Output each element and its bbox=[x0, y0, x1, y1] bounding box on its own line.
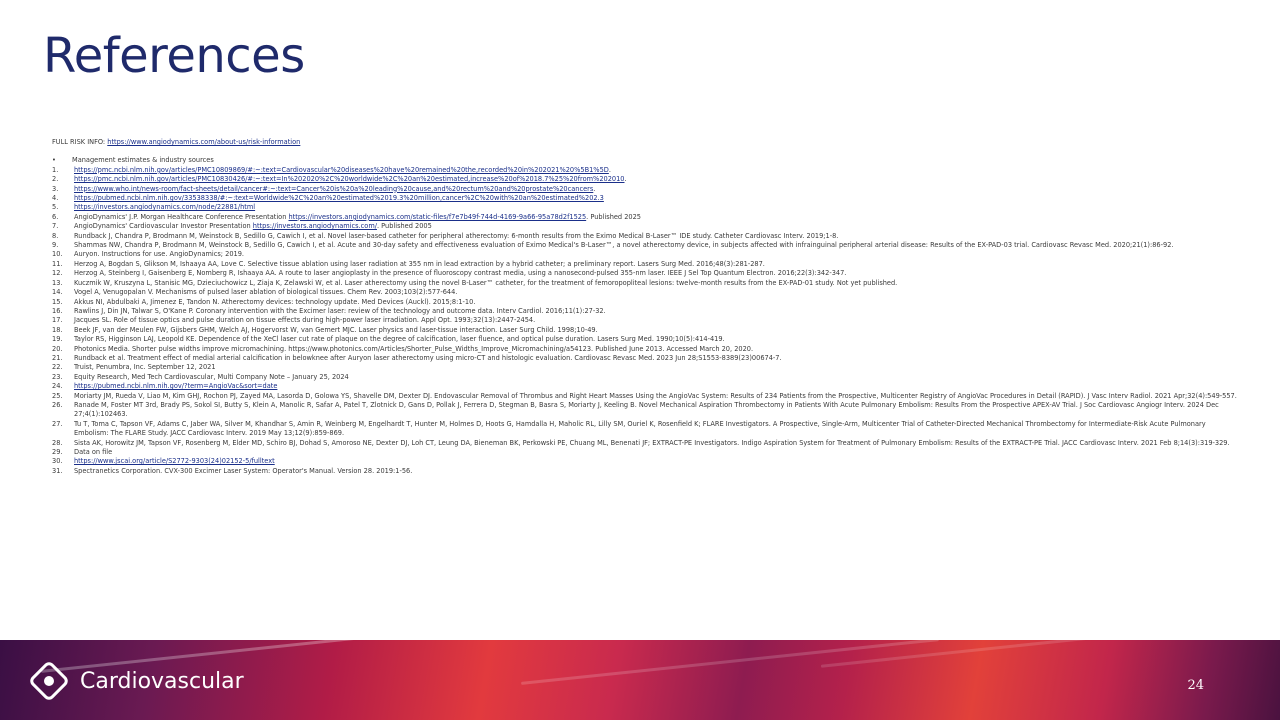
reference-text bbox=[74, 354, 1242, 363]
reference-text bbox=[74, 457, 1242, 466]
reference-number: 7. bbox=[52, 222, 59, 231]
reference-item bbox=[52, 335, 1242, 344]
reference-item bbox=[52, 232, 1242, 241]
reference-number: 19. bbox=[52, 335, 63, 344]
reference-citation: Data on file bbox=[74, 448, 113, 456]
reference-suffix: . Published 2005 bbox=[376, 222, 432, 231]
decor-streak bbox=[521, 640, 939, 685]
reference-number: 31. bbox=[52, 466, 63, 475]
reference-text bbox=[74, 298, 1242, 307]
reference-list bbox=[52, 166, 1242, 476]
reference-citation: Ranade M, Foster MT 3rd, Brady PS, Sokol SI, Butty S, Klein A, Manolic R, Safar A, Patel T, Zlotnick D, Gans D, Pollak J, Ferrera D, Stegman B, Basra S, Moriarty J, Keeling B. Novel Mechanical Aspiration Thrombectomy in Patients With Acute Pulmonary Embolism: Results From the Prospective APEX-AV Trial. J Soc Cardiovasc Angiogr Interv. 2024 Dec 27;4(1):102463. bbox=[74, 400, 1219, 419]
reference-citation: Auryon. Instructions for use. AngioDynamics; 2019. bbox=[74, 250, 245, 259]
reference-item bbox=[52, 250, 1242, 259]
reference-number: 30. bbox=[52, 457, 63, 466]
reference-citation: Taylor RS, Higginson LAJ, Leopold KE. Dependence of the XeCl laser cut rate of plaque on the degree of calcification, laser fluence, and optical pulse duration. Lasers Surg Med. 1990;10(5):414-419. bbox=[74, 335, 725, 344]
reference-citation: Truist, Penumbra, Inc. September 12, 2021 bbox=[74, 363, 216, 372]
reference-link[interactable]: https://www.jscai.org/article/S2772-9303(24)02152-5/fulltext bbox=[74, 457, 275, 466]
reference-number: 3. bbox=[52, 184, 59, 193]
reference-citation: Vogel A, Venugopalan V. Mechanisms of pulsed laser ablation of biological tissues. Chem Rev. 2003;103(2):577-644. bbox=[74, 288, 458, 297]
reference-text bbox=[74, 326, 1242, 335]
reference-citation: Rundback J, Chandra P, Brodmann M, Weinstock B, Sedillo G, Cawich I, et al. Novel laser-based catheter for peripheral atherectomy: 6-month results from the Eximo Medical B-Laser™ IDE study. Catheter Cardiovasc Interv. 2019;1-8. bbox=[74, 231, 839, 240]
reference-item bbox=[52, 457, 1242, 466]
reference-text bbox=[74, 213, 1242, 222]
reference-text bbox=[74, 373, 1242, 382]
reference-item bbox=[52, 448, 1242, 457]
reference-citation: Spectranetics Corporation. CVX-300 Excimer Laser System: Operator's Manual. Version 28. 2019:1-56. bbox=[74, 466, 413, 475]
reference-citation: Beek JF, van der Meulen FW, Gijsbers GHM, Welch AJ, Hogervorst W, van Gemert MJC. Laser physics and laser-tissue interaction. Laser Surg Child. 1998;10-49. bbox=[74, 325, 598, 334]
reference-item bbox=[52, 213, 1242, 222]
reference-text bbox=[74, 203, 1242, 212]
reference-link[interactable]: https://pubmed.ncbi.nlm.nih.gov/33538338/#:~:text=Worldwide%2C%20an%20estimated%2019.3%20million,cancer%2C%20with%20an%20estimated%202.3 bbox=[74, 194, 604, 203]
reference-link[interactable]: https://investors.angiodynamics.com/ bbox=[252, 222, 377, 231]
reference-item bbox=[52, 354, 1242, 363]
reference-citation: Sista AK, Horowitz JM, Tapson VF, Rosenberg M, Elder MD, Schiro BJ, Dohad S, Amoroso NE, Dexter DJ, Loh CT, Leung DA, Bieneman BK, Perkowski PE, Chuang ML, Benenati JF; EXTRACT-PE Investigators. Indigo Aspiration System for Treatment of Pulmonary Embolism: Results of the EXTRACT-PE Trial. JACC Cardiovasc Interv. 2021 Feb 8;14(3):319-329. bbox=[74, 438, 1230, 447]
reference-number: 23. bbox=[52, 372, 63, 381]
reference-text bbox=[74, 175, 1242, 184]
reference-number: 26. bbox=[52, 400, 63, 409]
reference-number: 4. bbox=[52, 194, 59, 203]
reference-citation: Jacques SL. Role of tissue optics and pulse duration on tissue effects during high-power laser irradiation. Appl Opt. 1993;32(13):2447-2454. bbox=[74, 316, 536, 325]
reference-item bbox=[52, 316, 1242, 325]
reference-citation: Kuczmik W, Kruszyna L, Stanisic MG, Dzieciuchowicz L, Ziaja K, Zelawski W, et al. Laser atherectomy using the novel B-Laser™ catheter, for the treatment of femoropopliteal lesions: twelve-month results from the EX-PAD-01 study. Not yet published. bbox=[74, 278, 898, 287]
references-body bbox=[52, 138, 1242, 476]
reference-link[interactable]: https://investors.angiodynamics.com/static-files/f7e7b49f-744d-4169-9a66-95a78d2f1525 bbox=[288, 212, 587, 221]
reference-item bbox=[52, 467, 1242, 476]
reference-item bbox=[52, 307, 1242, 316]
brand-name: Cardiovascular bbox=[80, 668, 244, 694]
reference-number: 24. bbox=[52, 382, 63, 391]
reference-number: 11. bbox=[52, 259, 63, 268]
reference-text bbox=[74, 166, 1242, 175]
reference-text bbox=[74, 194, 1242, 203]
reference-number: 1. bbox=[52, 165, 59, 174]
sources-bullet bbox=[52, 156, 1242, 165]
reference-text bbox=[74, 232, 1242, 241]
bullet-marker: • bbox=[52, 156, 56, 165]
reference-number: 18. bbox=[52, 325, 63, 334]
reference-item bbox=[52, 166, 1242, 175]
reference-item bbox=[52, 194, 1242, 203]
reference-number: 9. bbox=[52, 241, 59, 250]
reference-item bbox=[52, 260, 1242, 269]
reference-text bbox=[74, 316, 1242, 325]
reference-number: 10. bbox=[52, 250, 63, 259]
reference-number: 16. bbox=[52, 306, 63, 315]
page-number: 24 bbox=[1187, 678, 1204, 693]
reference-item bbox=[52, 288, 1242, 297]
logo-icon bbox=[28, 660, 70, 702]
reference-citation: AngioDynamics' Cardiovascular Investor Presentation bbox=[74, 222, 253, 231]
reference-text bbox=[74, 279, 1242, 288]
reference-number: 25. bbox=[52, 391, 63, 400]
reference-item bbox=[52, 269, 1242, 278]
reference-citation: Herzog A, Steinberg I, Gaisenberg E, Nomberg R, Ishaaya AA. A route to laser angioplasty in the presence of fluoroscopy contrast media, using a nanosecond-pulsed 355-nm laser. IEEE J Sel Top Quantum Electron. 2016;22(3):342-347. bbox=[74, 269, 847, 278]
reference-item bbox=[52, 241, 1242, 250]
reference-citation: Photonics Media. Shorter pulse widths improve micromachining. https://www.photonics.com/Articles/Shorter_Pulse_Widths_Improve_Micromachining/a54123. Published June 2013. Accessed March 20, 2020. bbox=[74, 344, 754, 353]
reference-text bbox=[74, 269, 1242, 278]
reference-text bbox=[74, 363, 1242, 372]
reference-number: 5. bbox=[52, 203, 59, 212]
reference-number: 15. bbox=[52, 297, 63, 306]
reference-text bbox=[74, 448, 1242, 457]
risk-info-label: FULL RISK INFO: bbox=[52, 138, 108, 146]
reference-number: 20. bbox=[52, 344, 63, 353]
reference-citation: Akkus NI, Abdulbaki A, Jimenez E, Tandon N. Atherectomy devices: technology update. Med Devices (Auckl). 2015;8:1-10. bbox=[74, 297, 476, 306]
reference-suffix: . bbox=[624, 175, 627, 184]
reference-number: 2. bbox=[52, 175, 59, 184]
reference-link[interactable]: https://pmc.ncbi.nlm.nih.gov/articles/PMC10809869/#:~:text=Cardiovascular%20diseases%20have%20remained%20the,recorded%20in%202021%20%5B1%5D bbox=[74, 165, 609, 174]
reference-number: 21. bbox=[52, 353, 63, 362]
reference-item bbox=[52, 392, 1242, 401]
reference-item bbox=[52, 345, 1242, 354]
reference-link[interactable]: https://www.who.int/news-room/fact-sheets/detail/cancer#:~:text=Cancer%20is%20a%20leading%20cause,and%20rectum%20and%20prostate%20cancers bbox=[74, 184, 594, 193]
reference-text bbox=[74, 185, 1242, 194]
reference-number: 27. bbox=[52, 419, 63, 428]
bullet-text: Management estimates & industry sources bbox=[72, 156, 214, 165]
reference-item bbox=[52, 175, 1242, 184]
reference-citation: Tu T, Toma C, Tapson VF, Adams C, Jaber WA, Silver M, Khandhar S, Amin R, Weinberg M, Engelhardt T, Hunter M, Holmes D, Hoots G, Hamdalla H, Maholic RL, Lilly SM, Ouriel K, Rosenfield K; FLARE Investigators. A Prospective, Single-Arm, Multicenter Trial of Catheter-Directed Mechanical Thrombectomy for Intermediate-Risk Acute Pulmonary Embolism: The FLARE Study. JACC Cardiovasc Interv. 2019 May 13;12(9):859-869. bbox=[74, 419, 1206, 438]
reference-number: 28. bbox=[52, 438, 63, 447]
reference-number: 29. bbox=[52, 448, 63, 456]
reference-citation: AngioDynamics' J.P. Morgan Healthcare Conference Presentation bbox=[74, 212, 289, 221]
reference-item bbox=[52, 298, 1242, 307]
reference-text bbox=[74, 345, 1242, 354]
reference-item bbox=[52, 326, 1242, 335]
reference-text bbox=[74, 420, 1242, 439]
reference-number: 6. bbox=[52, 212, 59, 221]
reference-text bbox=[74, 307, 1242, 316]
page-title: References bbox=[43, 28, 305, 84]
reference-citation: Shammas NW, Chandra P, Brodmann M, Weinstock B, Sedillo G, Cawich I, et al. Acute and 30-day safety and effectiveness evaluation of Eximo Medical's B-Laser™, a novel atherectomy device, in subjects affected with infrainguinal peripheral arterial disease: Results of the EX-PAD-03 trial. Cardiovasc Revasc Med. 2020;21(1):86-92. bbox=[74, 241, 1174, 250]
reference-item bbox=[52, 185, 1242, 194]
reference-citation: Rawlins J, Din JN, Talwar S, O'Kane P. Coronary intervention with the Excimer laser: review of the technology and outcome data. Interv Cardiol. 2016;11(1):27-32. bbox=[74, 306, 606, 315]
reference-text bbox=[74, 250, 1242, 259]
reference-text bbox=[74, 439, 1242, 448]
reference-link[interactable]: https://pmc.ncbi.nlm.nih.gov/articles/PMC10830426/#:~:text=In%202020%2C%20worldwide%2C%20an%20estimated,increase%20of%2018.7%25%20from%202010 bbox=[74, 175, 625, 184]
reference-text bbox=[74, 467, 1242, 476]
reference-number: 13. bbox=[52, 278, 63, 287]
reference-text bbox=[74, 288, 1242, 297]
footer-banner bbox=[0, 640, 1280, 720]
reference-suffix: . Published 2025 bbox=[586, 212, 641, 221]
reference-item bbox=[52, 203, 1242, 212]
reference-suffix: . bbox=[608, 165, 611, 174]
reference-number: 12. bbox=[52, 269, 63, 278]
reference-text bbox=[74, 401, 1242, 420]
reference-item bbox=[52, 420, 1242, 439]
reference-number: 14. bbox=[52, 288, 63, 297]
risk-info-link[interactable]: https://www.angiodynamics.com/about-us/risk-information bbox=[107, 138, 301, 146]
reference-citation: Herzog A, Bogdan S, Glikson M, Ishaaya AA, Love C. Selective tissue ablation using laser radiation at 355 nm in lead extraction by a hybrid catheter; a preliminary report. Lasers Surg Med. 2016;48(3):281-287. bbox=[74, 259, 765, 268]
reference-item bbox=[52, 222, 1242, 231]
reference-citation: Rundback et al. Treatment effect of medial arterial calcification in belowknee after Auryon laser atherectomy using micro-CT and histologic evaluation. Cardiovasc Revasc Med. 2023 Jun 28;S1553-8389(23)00674-7. bbox=[74, 353, 782, 362]
reference-number: 22. bbox=[52, 363, 63, 372]
reference-text bbox=[74, 222, 1242, 231]
brand-logo bbox=[34, 666, 244, 696]
reference-link[interactable]: https://investors.angiodynamics.com/node/22881/html bbox=[74, 203, 256, 212]
reference-text bbox=[74, 382, 1242, 391]
risk-info-line bbox=[52, 138, 1242, 147]
reference-citation: Moriarty JM, Rueda V, Liao M, Kim GHJ, Rochon PJ, Zayed MA, Lasorda D, Golowa YS, Shavelle DM, Dexter DJ. Endovascular Removal of Thrombus and Right Heart Masses Using the AngioVac System: Results of 234 Patients from the Prospective, Multicenter Registry of AngioVac Procedures in Detail (RAPID). J Vasc Interv Radiol. 2021 Apr;32(4):549-557. bbox=[74, 391, 1237, 400]
reference-item bbox=[52, 401, 1242, 420]
reference-item bbox=[52, 363, 1242, 372]
reference-suffix: . bbox=[593, 184, 596, 193]
reference-text bbox=[74, 260, 1242, 269]
reference-item bbox=[52, 279, 1242, 288]
reference-text bbox=[74, 335, 1242, 344]
reference-link[interactable]: https://pubmed.ncbi.nlm.nih.gov/?term=AngioVac&sort=date bbox=[74, 382, 278, 391]
reference-text bbox=[74, 392, 1242, 401]
reference-item bbox=[52, 373, 1242, 382]
reference-item bbox=[52, 439, 1242, 448]
reference-text bbox=[74, 241, 1242, 250]
reference-item bbox=[52, 382, 1242, 391]
reference-citation: Equity Research, Med Tech Cardiovascular, Multi Company Note – January 25, 2024 bbox=[74, 372, 349, 381]
reference-number: 17. bbox=[52, 316, 63, 325]
reference-number: 8. bbox=[52, 231, 59, 240]
